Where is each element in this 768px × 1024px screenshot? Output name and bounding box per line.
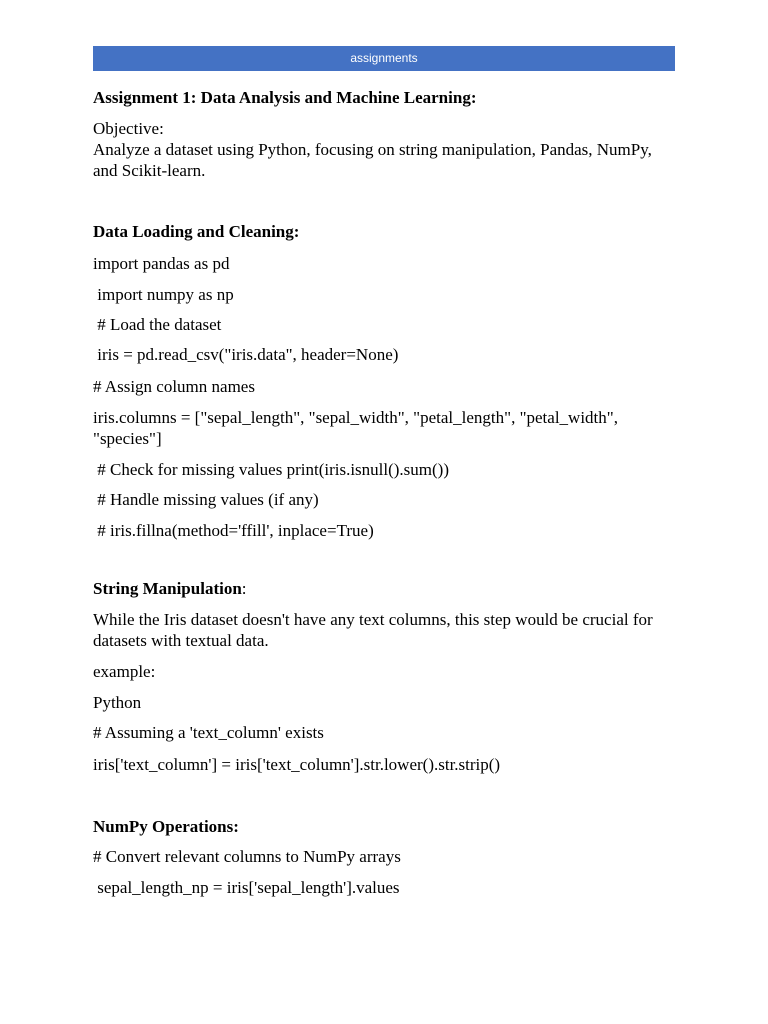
paragraph-text: While the Iris dataset doesn't have any text columns, this step would be crucial for datasets with textual data. <box>93 610 657 650</box>
code-line: # Assuming a 'text_column' exists <box>93 723 324 742</box>
code-line: # Assign column names <box>93 377 255 396</box>
section-heading-numpy-operations: NumPy Operations: <box>93 817 239 836</box>
document-title: Assignment 1: Data Analysis and Machine Learning: <box>93 88 477 107</box>
code-line: import numpy as np <box>93 285 234 304</box>
paragraph-text: Python <box>93 693 142 712</box>
code-line: sepal_length_np = iris['sepal_length'].values <box>93 878 400 897</box>
code-line: iris = pd.read_csv("iris.data", header=None) <box>93 345 399 364</box>
code-line: # Load the dataset <box>93 315 222 334</box>
header-label: assignments <box>350 51 418 65</box>
objective-text: Analyze a dataset using Python, focusing on string manipulation, Pandas, NumPy, and Scikit-learn. <box>93 140 657 180</box>
code-line: # Check for missing values print(iris.isnull().sum()) <box>93 460 450 479</box>
header-bar <box>93 46 675 71</box>
code-line: iris.columns = ["sepal_length", "sepal_width", "petal_length", "petal_width", "species"] <box>93 408 623 448</box>
code-line: import pandas as pd <box>93 254 230 273</box>
section-heading-suffix: : <box>241 579 247 598</box>
code-line: iris['text_column'] = iris['text_column'].str.lower().str.strip() <box>93 755 501 774</box>
section-heading-data-loading: Data Loading and Cleaning: <box>93 222 300 241</box>
code-line: # iris.fillna(method='ffill', inplace=True) <box>93 521 374 540</box>
section-heading-string-manipulation <box>93 578 673 599</box>
code-line: # Convert relevant columns to NumPy arrays <box>93 847 401 866</box>
objective-label: Objective: <box>93 119 164 138</box>
section-heading-string-manipulation-label: String Manipulation <box>93 579 242 598</box>
code-line: # Handle missing values (if any) <box>93 490 319 509</box>
paragraph-text: example: <box>93 662 156 681</box>
